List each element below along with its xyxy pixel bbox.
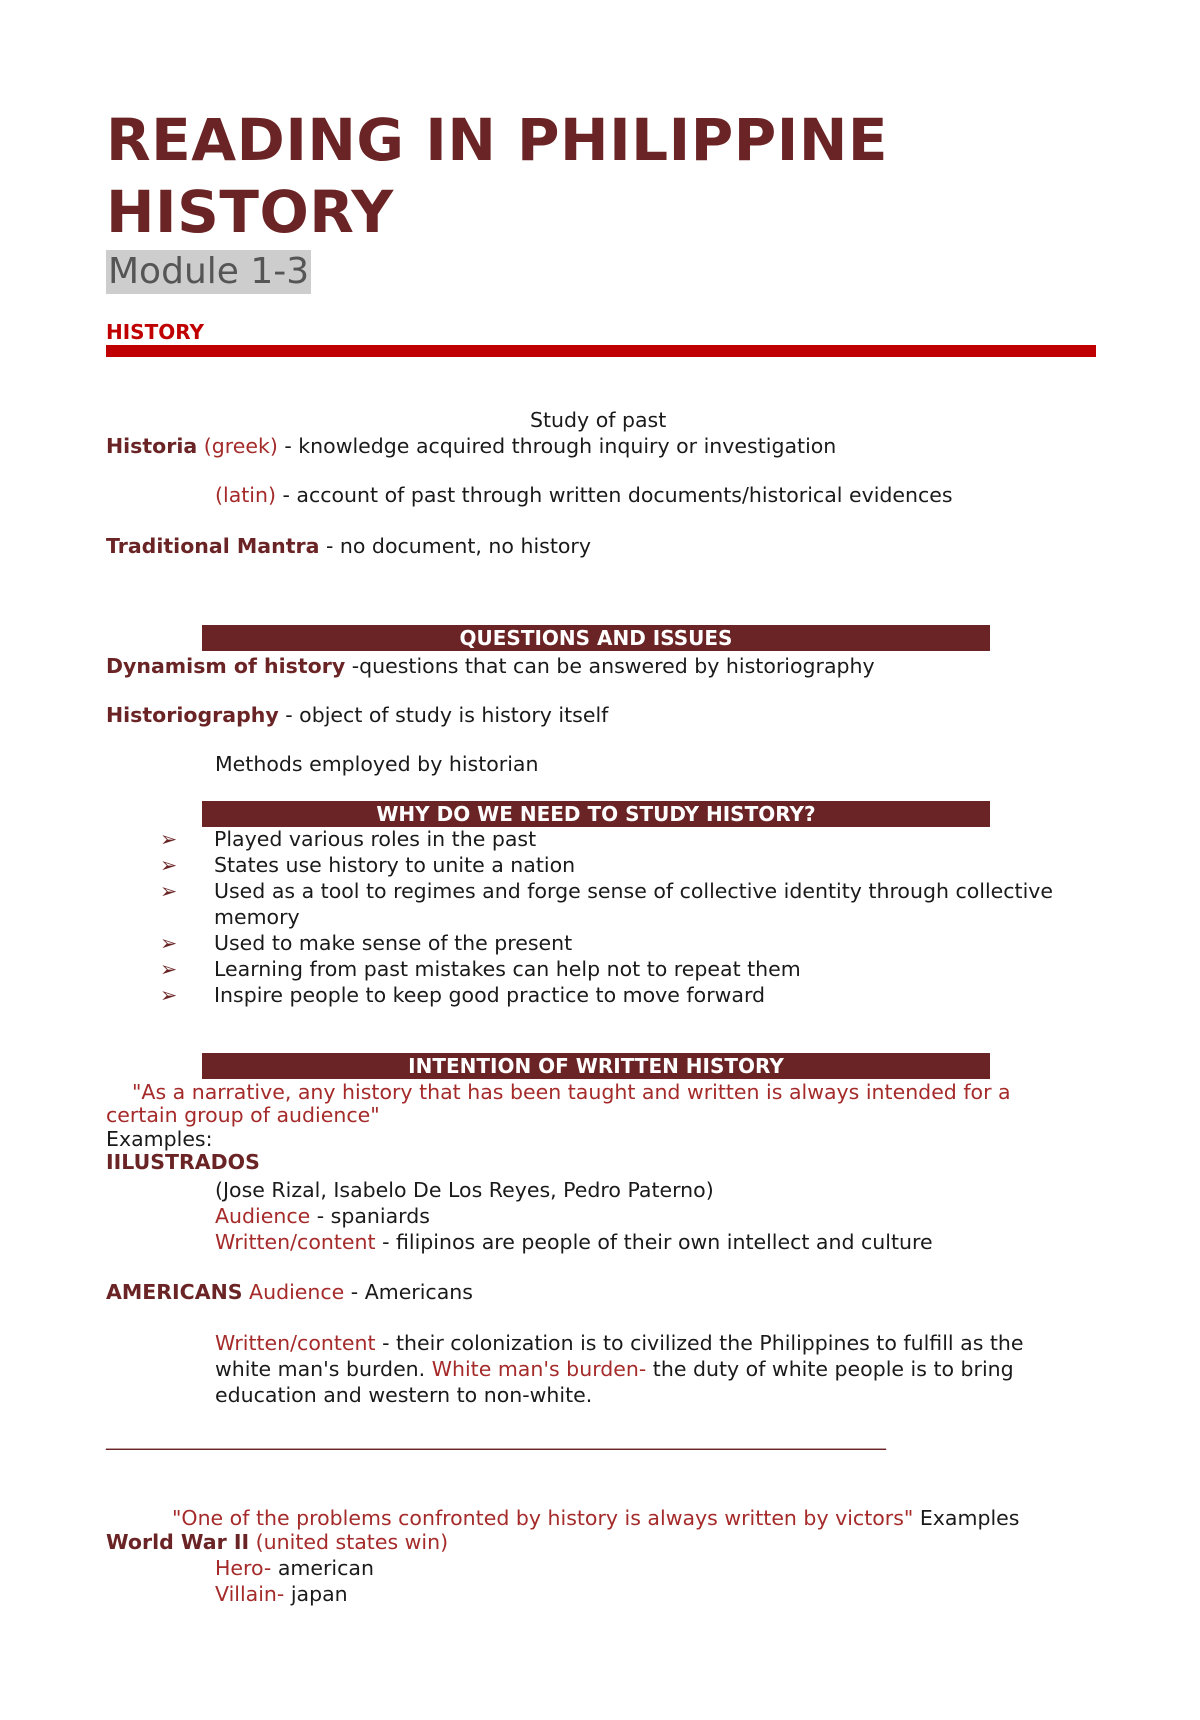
ww2-term: World War II	[106, 1530, 250, 1554]
arrow-bullet-icon: ➢	[160, 879, 178, 903]
questions-header: QUESTIONS AND ISSUES	[202, 625, 990, 651]
historiography-definition: - object of study is history itself	[278, 703, 609, 727]
dynamism-term: Dynamism of history	[106, 654, 346, 678]
why-list	[160, 826, 1134, 1008]
arrow-bullet-icon: ➢	[160, 931, 178, 955]
historiography-term: Historiography	[106, 703, 279, 727]
arrow-bullet-icon: ➢	[160, 957, 178, 981]
burden-label: White man's burden-	[431, 1357, 647, 1381]
arrow-bullet-icon: ➢	[160, 983, 178, 1007]
list-item: ➢ States use history to unite a nation	[160, 853, 576, 877]
ilustrados-term: IILUSTRADOS	[106, 1150, 260, 1174]
ilustrados-audience: - spaniards	[310, 1204, 430, 1228]
mantra-line	[106, 533, 591, 559]
red-divider	[106, 345, 1096, 357]
historia-line	[106, 433, 836, 459]
americans-written: - their colonization is to civilized the Philippines to fulfill as the white man's burden.	[215, 1331, 1024, 1381]
document-title: READING IN PHILIPPINE HISTORY	[106, 106, 888, 246]
victors-examples: Examples	[913, 1506, 1020, 1530]
villain-line	[215, 1582, 348, 1606]
villain-value: japan	[284, 1582, 348, 1606]
mantra-term: Traditional Mantra	[106, 534, 320, 558]
audience-label: Audience	[249, 1280, 345, 1304]
methods-line: Methods employed by historian	[215, 752, 539, 776]
arrow-bullet-icon: ➢	[160, 853, 178, 877]
burden-definition: the duty of white people is to bring education and western to non-white.	[215, 1357, 1014, 1407]
hero-label: Hero-	[215, 1556, 272, 1580]
list-item: ➢ Learning from past mistakes can help not to repeat them	[160, 957, 801, 981]
intention-header: INTENTION OF WRITTEN HISTORY	[202, 1053, 990, 1079]
hero-line	[215, 1556, 374, 1580]
latin-label: (latin)	[215, 483, 276, 507]
ilustrados-written-line	[215, 1229, 933, 1255]
written-label: Written/content	[215, 1230, 376, 1254]
why-header: WHY DO WE NEED TO STUDY HISTORY?	[202, 801, 990, 827]
ww2-line	[106, 1530, 448, 1554]
americans-written-paragraph	[215, 1330, 1055, 1408]
written-label: Written/content	[215, 1331, 376, 1355]
victors-line	[172, 1506, 1019, 1530]
historiography-line	[106, 702, 608, 728]
list-item: ➢ Used to make sense of the present	[160, 931, 573, 955]
americans-line	[106, 1279, 473, 1305]
dynamism-definition: -questions that can be answered by historiography	[345, 654, 875, 678]
greek-definition: - knowledge acquired through inquiry or investigation	[277, 434, 837, 458]
list-item: ➢ Played various roles in the past	[160, 827, 537, 851]
hero-value: american	[271, 1556, 374, 1580]
victors-quote: "One of the problems confronted by history is always written by victors"	[172, 1506, 914, 1530]
module-label: Module 1-3	[108, 251, 310, 292]
latin-line	[215, 482, 953, 508]
latin-definition: - account of past through written documents/historical evidences	[275, 483, 953, 507]
dynamism-line	[106, 653, 875, 679]
mantra-definition: - no document, no history	[319, 534, 591, 558]
historia-term: Historia	[106, 434, 198, 458]
ilustrados-names: (Jose Rizal, Isabelo De Los Reyes, Pedro Paterno)	[215, 1178, 714, 1202]
list-item: ➢ Used as a tool to regimes and forge sense of collective identity through collective memory	[160, 879, 1054, 929]
americans-audience: - Americans	[344, 1280, 473, 1304]
examples-label: Examples:	[106, 1127, 213, 1151]
section-label-history: HISTORY	[106, 320, 205, 344]
ww2-note: (united states win)	[249, 1530, 449, 1554]
audience-label: Audience	[215, 1204, 311, 1228]
arrow-bullet-icon: ➢	[160, 827, 178, 851]
villain-label: Villain-	[215, 1582, 285, 1606]
list-item: ➢ Inspire people to keep good practice to move forward	[160, 983, 766, 1007]
greek-label: (greek)	[203, 434, 278, 458]
ilustrados-written: - filipinos are people of their own intellect and culture	[375, 1230, 933, 1254]
americans-term: AMERICANS	[106, 1280, 243, 1304]
intention-quote: "As a narrative, any history that has been taught and written is always intended for a certain group of audience"	[106, 1080, 1011, 1127]
dashed-divider: ______________________________________________________________________________	[106, 1426, 886, 1450]
study-of-past: Study of past	[530, 408, 667, 432]
ilustrados-audience-line	[215, 1203, 430, 1229]
